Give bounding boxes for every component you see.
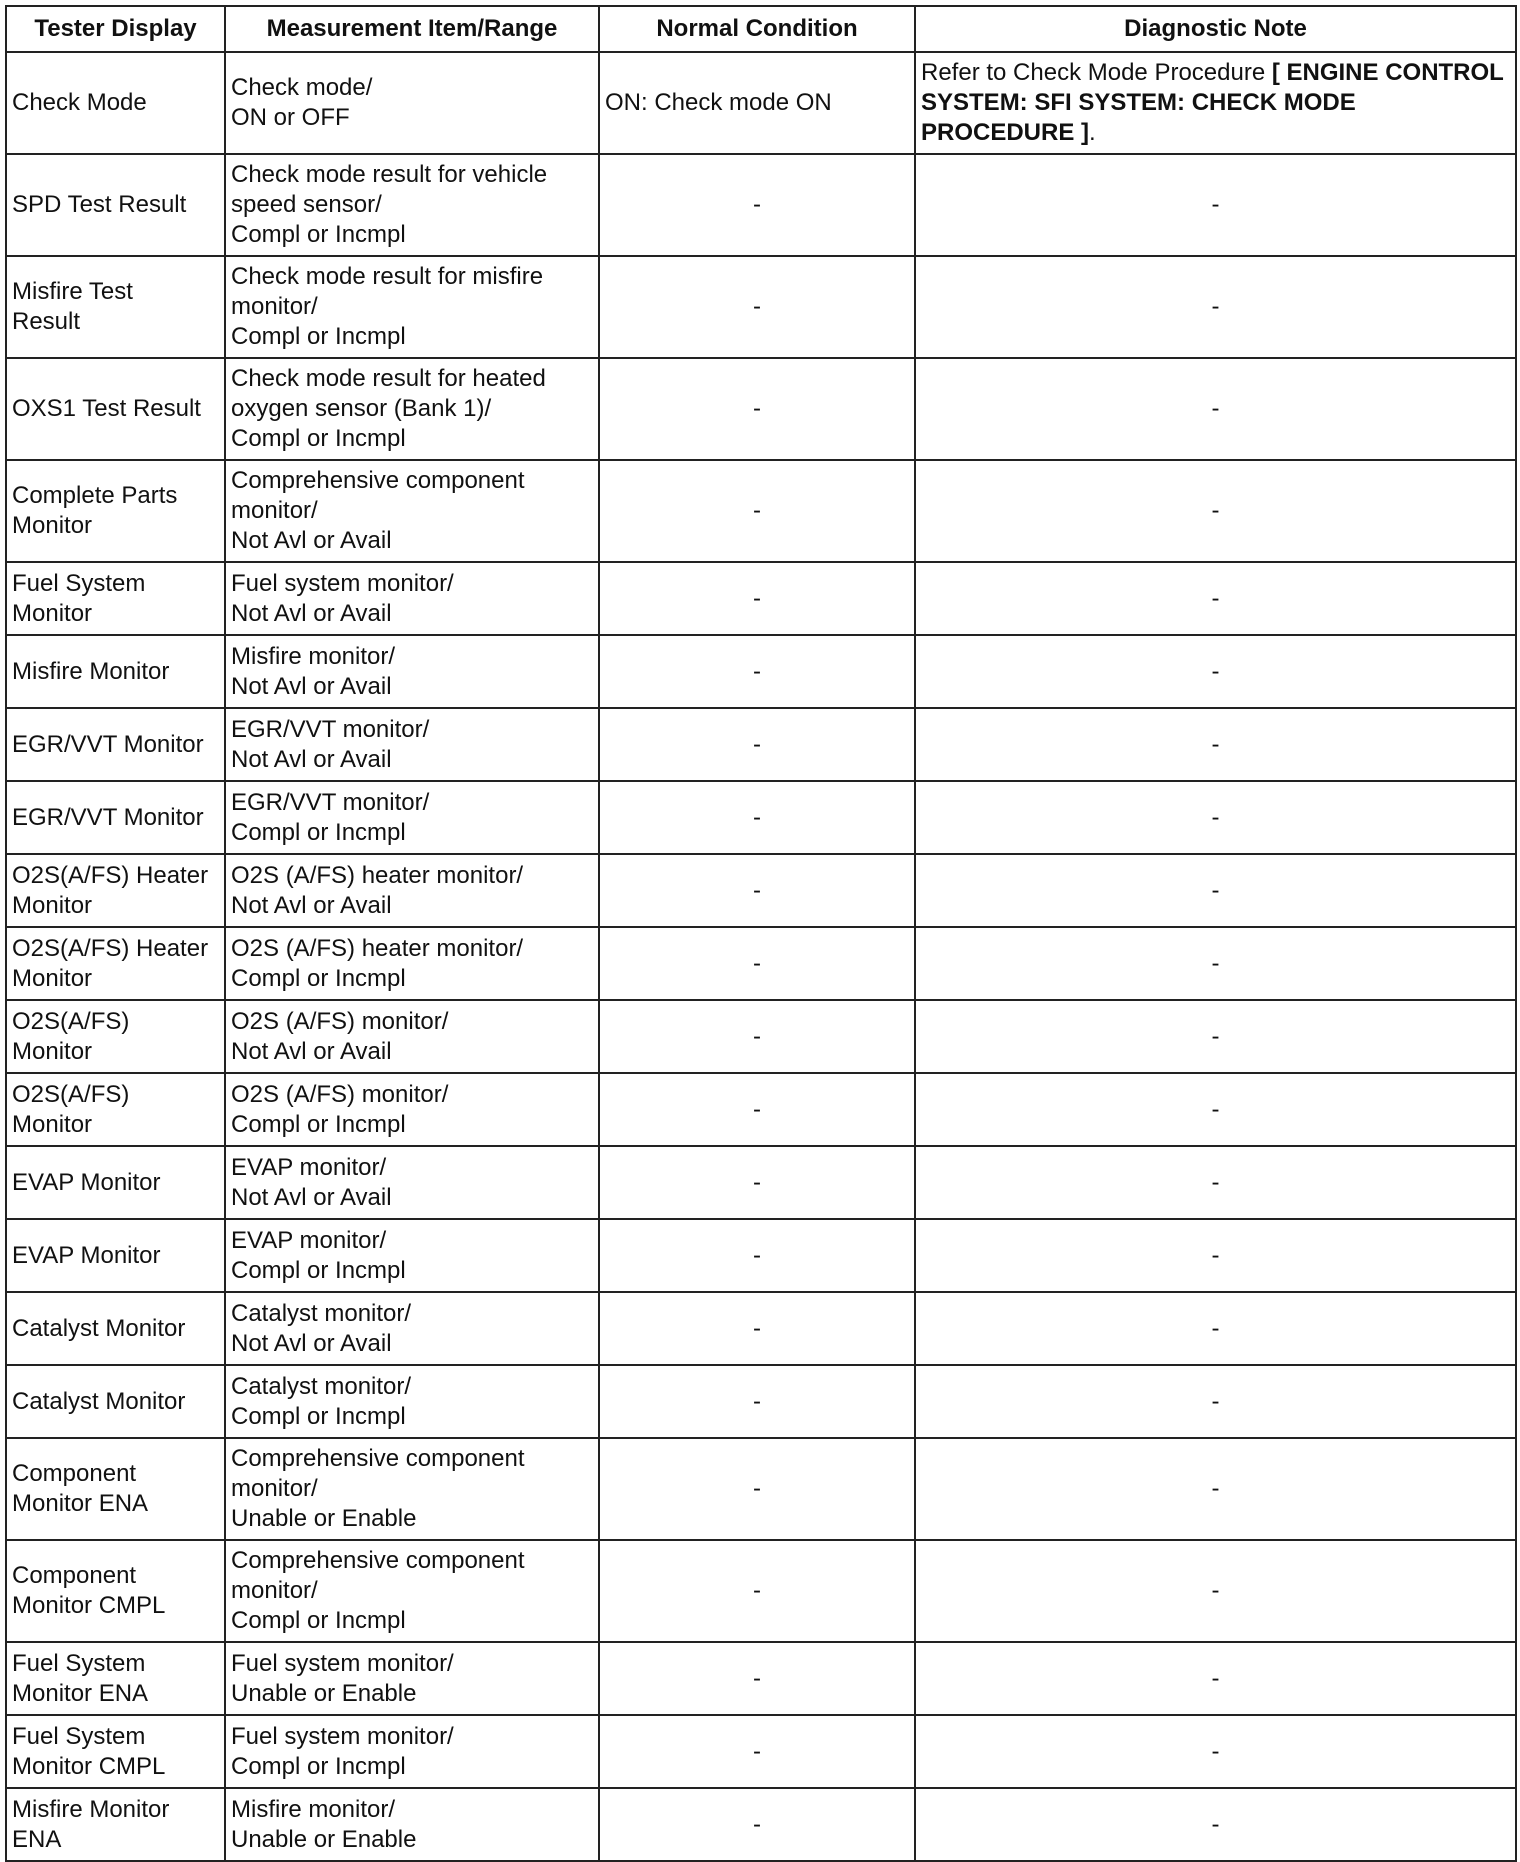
cell-tester-display — [6, 154, 225, 256]
cell-normal-condition: - — [599, 927, 915, 1000]
table-row — [6, 52, 1516, 154]
tester-display-line: Complete Parts — [12, 482, 178, 509]
cell-measurement-item — [225, 708, 599, 781]
tester-display-line: ENA — [12, 1825, 62, 1853]
measurement-line: Not Avl or Avail — [231, 1329, 392, 1357]
cell-diagnostic-note: - — [915, 1715, 1516, 1788]
measurement-line: O2S (A/FS) heater monitor/ — [231, 861, 524, 889]
cell-tester-display — [6, 52, 225, 154]
cell-normal-condition: - — [599, 1788, 915, 1861]
measurement-line: Not Avl or Avail — [231, 745, 392, 773]
tester-display-line: Result — [12, 308, 81, 335]
measurement-line: Check mode result for misfire — [231, 263, 544, 290]
tester-display-line: Monitor CMPL — [12, 1592, 166, 1619]
cell-tester-display — [6, 1146, 225, 1219]
cell-diagnostic-note — [915, 52, 1516, 154]
table-row — [6, 1146, 1516, 1219]
tester-display-line: Catalyst Monitor — [12, 1387, 186, 1415]
cell-measurement-item — [225, 635, 599, 708]
cell-diagnostic-note: - — [915, 1438, 1516, 1540]
measurement-line: Not Avl or Avail — [231, 1037, 392, 1065]
cell-diagnostic-note: - — [915, 1365, 1516, 1438]
cell-measurement-item — [225, 1438, 599, 1540]
cell-normal-condition: - — [599, 1219, 915, 1292]
cell-tester-display — [6, 1073, 225, 1146]
measurement-line: O2S (A/FS) monitor/ — [231, 1080, 449, 1108]
cell-diagnostic-note: - — [915, 1146, 1516, 1219]
tester-display-line: OXS1 Test Result — [12, 395, 201, 422]
table-row — [6, 927, 1516, 1000]
measurement-line: EVAP monitor/ — [231, 1226, 387, 1254]
cell-tester-display — [6, 1788, 225, 1861]
measurement-line: Unable or Enable — [231, 1679, 417, 1707]
cell-tester-display — [6, 1540, 225, 1642]
cell-tester-display — [6, 708, 225, 781]
cell-tester-display — [6, 635, 225, 708]
measurement-line: Check mode result for vehicle — [231, 161, 548, 188]
measurement-line: monitor/ — [231, 1475, 318, 1502]
table-row — [6, 256, 1516, 358]
cell-normal-condition: ON: Check mode ON — [599, 52, 915, 154]
tester-display-line: Monitor — [12, 964, 93, 992]
measurement-line: Compl or Incmpl — [231, 1607, 406, 1634]
cell-normal-condition: - — [599, 562, 915, 635]
cell-diagnostic-note: - — [915, 1292, 1516, 1365]
cell-normal-condition: - — [599, 1438, 915, 1540]
cell-tester-display — [6, 460, 225, 562]
header-measurement-item: Measurement Item/Range — [225, 6, 599, 52]
measurement-line: Compl or Incmpl — [231, 818, 406, 846]
cell-measurement-item — [225, 154, 599, 256]
measurement-line: Compl or Incmpl — [231, 425, 406, 452]
cell-diagnostic-note: - — [915, 708, 1516, 781]
table-row — [6, 1715, 1516, 1788]
cell-measurement-item — [225, 460, 599, 562]
cell-normal-condition: - — [599, 1000, 915, 1073]
cell-measurement-item — [225, 1365, 599, 1438]
cell-tester-display — [6, 256, 225, 358]
cell-tester-display — [6, 358, 225, 460]
tester-display-line: Monitor CMPL — [12, 1752, 166, 1780]
cell-measurement-item — [225, 1292, 599, 1365]
table-row — [6, 154, 1516, 256]
cell-diagnostic-note: - — [915, 781, 1516, 854]
header-tester-display: Tester Display — [6, 6, 225, 52]
cell-measurement-item — [225, 256, 599, 358]
tester-display-line: Monitor ENA — [12, 1679, 149, 1707]
header-normal-condition: Normal Condition — [599, 6, 915, 52]
cell-measurement-item — [225, 781, 599, 854]
measurement-line: EGR/VVT monitor/ — [231, 788, 430, 816]
table-row — [6, 781, 1516, 854]
measurement-line: monitor/ — [231, 497, 318, 524]
table-row — [6, 358, 1516, 460]
table-row — [6, 1365, 1516, 1438]
tester-display-line: Misfire Monitor — [12, 657, 170, 685]
cell-normal-condition: - — [599, 1540, 915, 1642]
tester-display-line: O2S(A/FS) Heater — [12, 861, 209, 889]
cell-tester-display — [6, 562, 225, 635]
measurement-line: Compl or Incmpl — [231, 323, 406, 350]
tester-display-line: Catalyst Monitor — [12, 1314, 186, 1342]
cell-measurement-item — [225, 1642, 599, 1715]
measurement-line: Compl or Incmpl — [231, 964, 406, 992]
cell-diagnostic-note: - — [915, 460, 1516, 562]
table-row — [6, 460, 1516, 562]
tester-display-line: Component — [12, 1562, 137, 1589]
cell-diagnostic-note: - — [915, 927, 1516, 1000]
cell-normal-condition: - — [599, 358, 915, 460]
cell-measurement-item — [225, 1146, 599, 1219]
measurement-line: speed sensor/ — [231, 191, 382, 218]
cell-normal-condition: - — [599, 154, 915, 256]
cell-tester-display — [6, 1438, 225, 1540]
cell-measurement-item — [225, 1715, 599, 1788]
measurement-line: Fuel system monitor/ — [231, 1649, 454, 1677]
cell-normal-condition: - — [599, 708, 915, 781]
cell-normal-condition: - — [599, 1146, 915, 1219]
cell-measurement-item — [225, 1219, 599, 1292]
tester-display-line: Monitor — [12, 512, 93, 539]
table-row — [6, 1788, 1516, 1861]
tester-display-line: Monitor — [12, 891, 93, 919]
measurement-line: Check mode/ — [231, 74, 373, 101]
tester-display-line: O2S(A/FS) Heater — [12, 934, 209, 962]
cell-tester-display — [6, 1715, 225, 1788]
cell-diagnostic-note: - — [915, 1788, 1516, 1861]
cell-diagnostic-note: - — [915, 1540, 1516, 1642]
cell-diagnostic-note: - — [915, 1000, 1516, 1073]
table-row — [6, 1540, 1516, 1642]
cell-normal-condition: - — [599, 1642, 915, 1715]
cell-normal-condition: - — [599, 1292, 915, 1365]
measurement-line: Compl or Incmpl — [231, 1752, 406, 1780]
cell-tester-display — [6, 1219, 225, 1292]
cell-diagnostic-note: - — [915, 1642, 1516, 1715]
cell-tester-display — [6, 1365, 225, 1438]
measurement-line: Compl or Incmpl — [231, 221, 406, 248]
cell-diagnostic-note: - — [915, 1219, 1516, 1292]
measurement-line: Check mode result for heated — [231, 365, 546, 392]
measurement-line: Misfire monitor/ — [231, 1795, 396, 1823]
cell-measurement-item — [225, 1540, 599, 1642]
table-row — [6, 854, 1516, 927]
tester-display-line: Monitor — [12, 599, 93, 627]
cell-measurement-item — [225, 1788, 599, 1861]
cell-measurement-item — [225, 52, 599, 154]
cell-diagnostic-note: - — [915, 635, 1516, 708]
cell-normal-condition: - — [599, 854, 915, 927]
cell-measurement-item — [225, 562, 599, 635]
table-row — [6, 1219, 1516, 1292]
tester-display-line: SPD Test Result — [12, 191, 187, 218]
cell-diagnostic-note: - — [915, 854, 1516, 927]
page — [5, 5, 1515, 1853]
cell-tester-display — [6, 854, 225, 927]
measurement-line: monitor/ — [231, 1577, 318, 1604]
table-row — [6, 1073, 1516, 1146]
cell-diagnostic-note: - — [915, 562, 1516, 635]
cell-tester-display — [6, 1000, 225, 1073]
measurement-line: Comprehensive component — [231, 1445, 525, 1472]
table-row — [6, 562, 1516, 635]
cell-normal-condition: - — [599, 781, 915, 854]
measurement-line: Unable or Enable — [231, 1505, 417, 1532]
measurement-line: Compl or Incmpl — [231, 1402, 406, 1430]
table-row — [6, 635, 1516, 708]
cell-diagnostic-note: - — [915, 1073, 1516, 1146]
measurement-line: O2S (A/FS) heater monitor/ — [231, 934, 524, 962]
measurement-line: Misfire monitor/ — [231, 642, 396, 670]
tester-display-line: O2S(A/FS) — [12, 1080, 130, 1108]
cell-tester-display — [6, 927, 225, 1000]
measurement-line: Fuel system monitor/ — [231, 569, 454, 597]
measurement-line: Comprehensive component — [231, 467, 525, 494]
tester-display-line: Monitor ENA — [12, 1490, 149, 1517]
cell-diagnostic-note: - — [915, 358, 1516, 460]
note-period: . — [1089, 119, 1096, 146]
tester-display-line: EVAP Monitor — [12, 1168, 161, 1196]
measurement-line: monitor/ — [231, 293, 318, 320]
tester-display-line: Misfire Monitor — [12, 1795, 170, 1823]
cell-tester-display — [6, 781, 225, 854]
tester-display-line: Misfire Test — [12, 278, 133, 305]
tester-display-line: Fuel System — [12, 569, 146, 597]
measurement-line: EGR/VVT monitor/ — [231, 715, 430, 743]
measurement-line: Not Avl or Avail — [231, 672, 392, 700]
tester-display-line: EGR/VVT Monitor — [12, 730, 204, 758]
table-row — [6, 1642, 1516, 1715]
measurement-line: ON or OFF — [231, 104, 350, 131]
cell-measurement-item — [225, 854, 599, 927]
measurement-line: Compl or Incmpl — [231, 1256, 406, 1284]
measurement-line: Not Avl or Avail — [231, 527, 392, 554]
tester-display-line: Check Mode — [12, 89, 147, 116]
measurement-line: Not Avl or Avail — [231, 1183, 392, 1211]
cell-diagnostic-note: - — [915, 154, 1516, 256]
table-body — [6, 52, 1516, 1861]
cell-normal-condition: - — [599, 1715, 915, 1788]
measurement-line: Comprehensive component — [231, 1547, 525, 1574]
tester-display-line: Monitor — [12, 1110, 93, 1138]
cell-normal-condition: - — [599, 460, 915, 562]
header-row — [6, 6, 1516, 52]
tester-display-line: Monitor — [12, 1037, 93, 1065]
cell-measurement-item — [225, 1000, 599, 1073]
table-row — [6, 708, 1516, 781]
tester-display-line: EVAP Monitor — [12, 1241, 161, 1269]
note-text: Refer to Check Mode Procedure — [921, 59, 1272, 86]
cell-tester-display — [6, 1642, 225, 1715]
measurement-line: Catalyst monitor/ — [231, 1299, 412, 1327]
tester-data-table — [5, 5, 1517, 1862]
tester-display-line: EGR/VVT Monitor — [12, 803, 204, 831]
measurement-line: Catalyst monitor/ — [231, 1372, 412, 1400]
tester-display-line: Fuel System — [12, 1722, 146, 1750]
cell-normal-condition: - — [599, 1073, 915, 1146]
table-row — [6, 1292, 1516, 1365]
measurement-line: Compl or Incmpl — [231, 1110, 406, 1138]
measurement-line: Fuel system monitor/ — [231, 1722, 454, 1750]
cell-measurement-item — [225, 358, 599, 460]
measurement-line: EVAP monitor/ — [231, 1153, 387, 1181]
tester-display-line: O2S(A/FS) — [12, 1007, 130, 1035]
cell-tester-display — [6, 1292, 225, 1365]
measurement-line: Not Avl or Avail — [231, 891, 392, 919]
cell-normal-condition: - — [599, 635, 915, 708]
header-diagnostic-note: Diagnostic Note — [915, 6, 1516, 52]
table-row — [6, 1438, 1516, 1540]
tester-display-line: Component — [12, 1460, 137, 1487]
cell-diagnostic-note: - — [915, 256, 1516, 358]
tester-display-line: Fuel System — [12, 1649, 146, 1677]
table-row — [6, 1000, 1516, 1073]
measurement-line: Not Avl or Avail — [231, 599, 392, 627]
measurement-line: Unable or Enable — [231, 1825, 417, 1853]
measurement-line: O2S (A/FS) monitor/ — [231, 1007, 449, 1035]
cell-measurement-item — [225, 927, 599, 1000]
cell-measurement-item — [225, 1073, 599, 1146]
measurement-line: oxygen sensor (Bank 1)/ — [231, 395, 492, 422]
note-procedure-link[interactable]: [ ENGINE CONTROL SYSTEM: SFI SYSTEM: CHECK MODE PROCEDURE ] — [921, 59, 1504, 146]
cell-normal-condition: - — [599, 1365, 915, 1438]
cell-normal-condition: - — [599, 256, 915, 358]
